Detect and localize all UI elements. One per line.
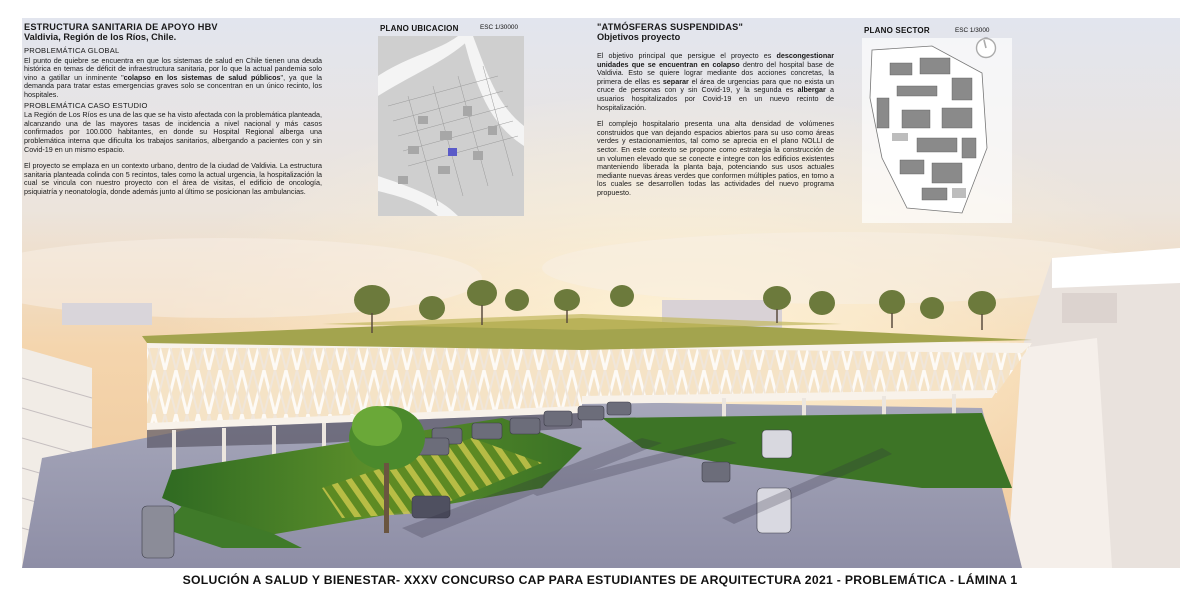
sector-map — [862, 38, 1012, 223]
objectives-heading: Objetivos proyecto — [597, 32, 681, 42]
city-map-drawing — [378, 36, 524, 216]
ubicacion-map-title: PLANO UBICACION — [380, 24, 459, 33]
project-location: Valdivia, Región de los Ríos, Chile. — [24, 32, 177, 42]
sector-map-scale: ESC 1/3000 — [955, 27, 990, 34]
project-title: ESTRUCTURA SANITARIA DE APOYO HBV — [24, 22, 218, 32]
global-problem-paragraph: El punto de quiebre se encuentra en que los sistemas de salud en Chile tienen una deuda histórica en temas de déficit de infraestructura sanitaria, por lo que la actual pandemia solo vino a gatillar un inminente "colapso en los sistemas de salud públicos", ya que la demanda para tratar estas emergencias graves solo se concentran en un único recinto, los hospitales. — [24, 55, 322, 99]
left-text-column — [24, 22, 322, 205]
section-heading-global: PROBLEMÁTICA GLOBAL — [24, 46, 120, 55]
objectives-paragraph: El objetivo principal que persigue el proyecto es descongestionar unidades que se encuentran en colapso dentro del hospital base de Valdivia. Esto se quiere lograr mediante dos acciones concretas, la primera de ellas es separar el área de urgencias para que no exista un cruce de personas con y sin Covid-19, y la segunda es albergar a usuarios hospitalizados por Covid-19 en un nuevo recinto de hospitalización. — [597, 51, 835, 112]
section-heading-case: PROBLEMÁTICA CASO ESTUDIO — [24, 100, 148, 110]
case-paragraph-2: El proyecto se emplaza en un contexto urbano, dentro de la ciudad de Valdivia. La estructura sanitaria planteada colinda con 5 recintos, tales como la actual urgencia, la hospitalización la cual se vincula con nuestro proyecto con el área de visitas, el edificio de oncología, psiquiatría y neonatología, donde además junto al último se posicionan las ambulancias. — [24, 161, 322, 196]
sheet-caption: SOLUCIÓN A SALUD Y BIENESTAR- XXXV CONCURSO CAP PARA ESTUDIANTES DE ARQUITECTURA 2021 - PROBLEMÁTICA - LÁMINA 1 — [182, 573, 1018, 587]
ubicacion-map — [378, 36, 524, 216]
strategy-paragraph: El complejo hospitalario presenta una alta densidad de volúmenes construidos que van dejando espacios abiertos para su uso como áreas verdes y estacionamientos, tal como se aprecia en el plano NOLLI de sector. En este contexto se propone como estrategia la construcción de un volumen elevado que se conecte e integre con los edificios existentes manteniendo liberada la planta baja, potenciando sus usos actuales mediante nuevas áreas verdes que conformen múltiples patios, en torno a los cuales se desarrollen todas las actividades del nuevo programa propuesto. — [597, 119, 834, 197]
ubicacion-map-scale: ESC 1/30000 — [480, 24, 519, 31]
right-text-column — [597, 22, 834, 206]
sector-map-title: PLANO SECTOR — [864, 26, 930, 35]
case-paragraph-1: La Región de Los Ríos es una de las que se ha visto afectada con la problemática planteada, alcanzando una de las mayores tasas de incidencia a nivel nacional y más casos confirmados por 100.000 habitantes, en donde su Hospital Regional alberga una problemática interna que dificulta los trabajos sanitarios, albergando a pacientes con y sin Covid-19 en un mismo espacio. — [24, 110, 322, 154]
concept-title: "ATMÓSFERAS SUSPENDIDAS" — [597, 22, 744, 32]
site-plan-drawing — [862, 38, 1012, 223]
